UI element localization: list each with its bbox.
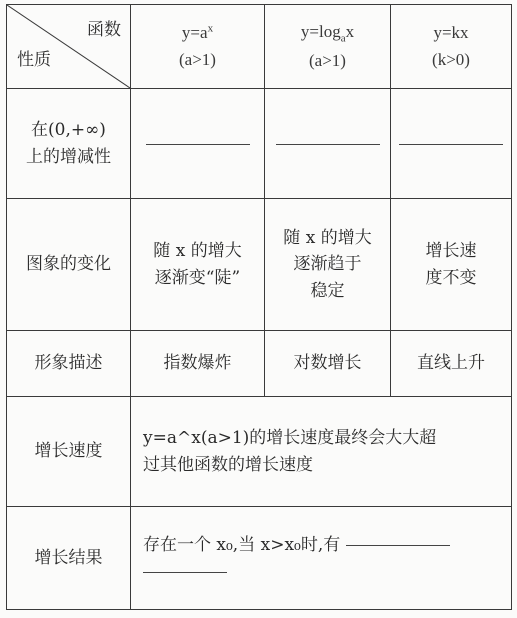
speed-line1: y=a^x(a>1)的增长速度最终会大大超 xyxy=(143,428,437,449)
label-monotonicity-line1: 在(0,+∞) xyxy=(31,120,106,141)
gc-log-line2: 逐渐趋于 xyxy=(293,254,362,275)
label-graph-change: 图象的变化 xyxy=(7,199,131,331)
header-row xyxy=(7,5,512,89)
result-description xyxy=(131,507,512,610)
result-text: 存在一个 x₀,当 x>x₀时,有 xyxy=(143,534,341,555)
speed-description xyxy=(131,397,512,507)
row-graph-change xyxy=(7,199,512,331)
gc-log-line1: 随 x 的增大 xyxy=(283,227,372,248)
row-result xyxy=(7,507,512,610)
fill-blank-line[interactable] xyxy=(399,143,503,145)
gc-lin-line1: 增长速 xyxy=(425,241,477,262)
gc-exp-line1: 随 x 的增大 xyxy=(153,241,242,262)
header-linear xyxy=(391,5,512,89)
linear-condition: (k>0) xyxy=(432,49,470,69)
gc-lin-line2: 度不变 xyxy=(425,267,477,288)
label-monotonicity-line2: 上的增减性 xyxy=(26,146,111,167)
blank-exponential-monotonicity[interactable] xyxy=(131,89,265,199)
label-description: 形象描述 xyxy=(7,331,131,397)
linear-formula: y=kx xyxy=(433,23,469,43)
log-formula-pre: y=log xyxy=(300,22,341,42)
header-logarithmic xyxy=(265,5,391,89)
graph-change-logarithmic xyxy=(265,199,391,331)
blank-linear-monotonicity[interactable] xyxy=(391,89,512,199)
log-base: a xyxy=(340,32,346,45)
fill-blank-line[interactable] xyxy=(346,544,450,546)
label-monotonicity xyxy=(7,89,131,199)
description-logarithmic: 对数增长 xyxy=(265,331,391,397)
description-linear: 直线上升 xyxy=(391,331,512,397)
exp-condition: (a>1) xyxy=(179,49,216,69)
blank-logarithmic-monotonicity[interactable] xyxy=(265,89,391,199)
description-exponential: 指数爆炸 xyxy=(131,331,265,397)
corner-label-function: 函数 xyxy=(87,20,121,40)
label-result: 增长结果 xyxy=(7,507,131,610)
log-condition: (a>1) xyxy=(309,50,346,70)
fill-blank-line[interactable] xyxy=(146,143,250,145)
graph-change-exponential xyxy=(131,199,265,331)
row-description xyxy=(7,331,512,397)
row-monotonicity xyxy=(7,89,512,199)
diagonal-header-cell xyxy=(7,5,131,89)
speed-line2: 过其他函数的增长速度 xyxy=(143,454,313,475)
log-formula-post: x xyxy=(345,22,355,42)
header-exponential xyxy=(131,5,265,89)
fill-blank-line[interactable] xyxy=(143,571,227,573)
row-speed xyxy=(7,397,512,507)
gc-log-line3: 稳定 xyxy=(310,280,345,301)
label-speed: 增长速度 xyxy=(7,397,131,507)
graph-change-linear xyxy=(391,199,512,331)
fill-blank-line[interactable] xyxy=(276,143,380,145)
corner-label-property: 性质 xyxy=(17,49,51,70)
gc-exp-line2: 逐渐变“陡” xyxy=(154,267,241,288)
exp-exponent: x xyxy=(207,22,214,35)
function-properties-table xyxy=(6,4,512,610)
exp-formula: y=a xyxy=(181,23,208,43)
